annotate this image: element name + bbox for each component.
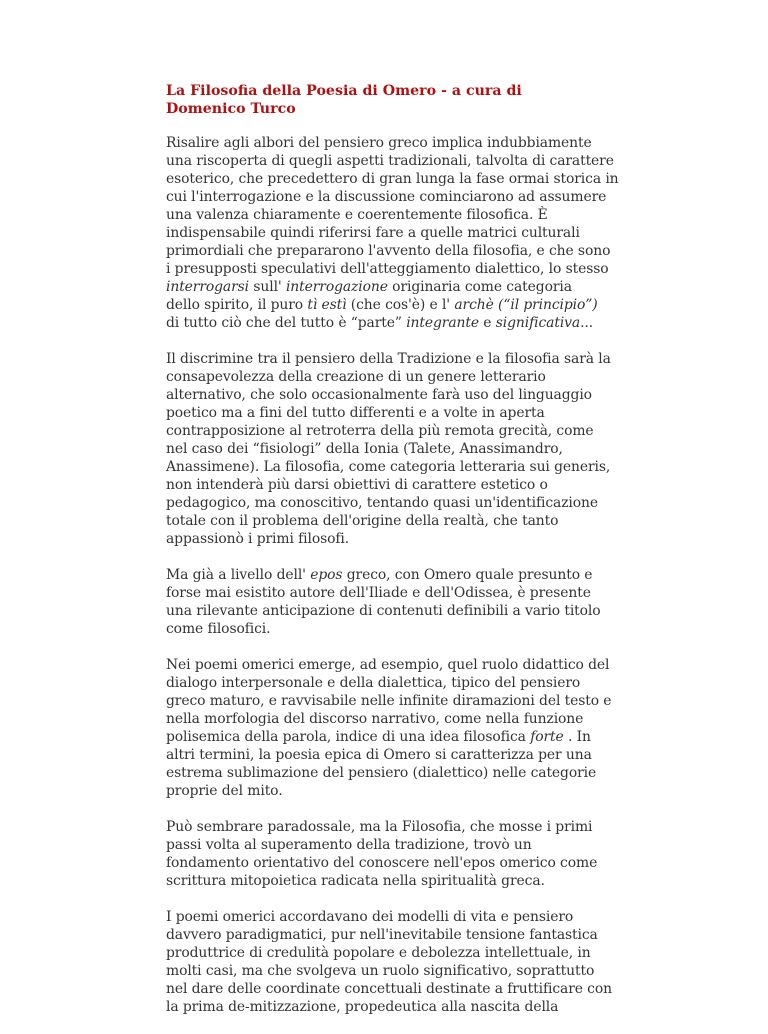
text-segment: pedagogico, ma conoscitivo, tentando quasi un'identificazione — [166, 495, 598, 511]
text-line — [166, 386, 626, 404]
text-segment: altri termini, la poesia epica di Omero si caratterizza per una — [166, 747, 592, 763]
text-line — [166, 440, 626, 458]
text-segment: Anassimene). La filosofia, come categoria letteraria sui generis, — [166, 459, 611, 475]
text-segment: dialogo interpersonale e della dialettica, tipico del pensiero — [166, 675, 581, 691]
text-segment: poetico ma a fini del tutto differenti e a volte in aperta — [166, 405, 545, 421]
text-segment: estrema sublimazione del pensiero (dialettico) nelle categorie — [166, 765, 597, 781]
text-segment: i presupposti speculativi dell'atteggiamento dialettico, lo stesso — [166, 261, 609, 277]
document-page — [166, 82, 626, 1034]
text-line — [166, 206, 626, 224]
text-line — [166, 962, 626, 980]
italic-text: epos — [310, 567, 343, 583]
text-segment: produttrice di credulità popolare e debolezza intellettuale, in — [166, 945, 591, 961]
text-segment: non intenderà più darsi obiettivi di carattere estetico o — [166, 477, 548, 493]
paragraph — [166, 566, 626, 638]
text-segment: Può sembrare paradossale, ma la Filosofia, che mosse i primi — [166, 819, 593, 835]
text-line — [166, 512, 626, 530]
text-segment: una valenza chiaramente e coerentemente filosofica. È — [166, 207, 548, 223]
text-line — [166, 746, 626, 764]
text-line — [166, 152, 626, 170]
text-line — [166, 170, 626, 188]
text-segment: greco maturo, e ravvisabile nelle infinite diramazioni del testo e — [166, 693, 612, 709]
text-segment: forse mai esistito autore dell'Iliade e dell'Odissea, è presente — [166, 585, 591, 601]
text-segment: alternativo, che solo occasionalmente farà uso del linguaggio — [166, 387, 592, 403]
text-segment: . In — [563, 729, 591, 745]
italic-text: forte — [530, 729, 564, 745]
text-line — [166, 404, 626, 422]
text-line — [166, 260, 626, 278]
text-segment: nella morfologia del discorso narrativo, come nella funzione — [166, 711, 584, 727]
text-line — [166, 764, 626, 782]
text-segment: polisemica della parola, indice di una idea filosofica — [166, 729, 531, 745]
text-segment: molti casi, ma che svolgeva un ruolo significativo, soprattutto — [166, 963, 595, 979]
text-line — [166, 836, 626, 854]
text-segment: nel caso dei “fisiologi” della Ionia (Talete, Anassimandro, — [166, 441, 563, 457]
text-line — [166, 692, 626, 710]
text-segment: indispensabile quindi riferirsi fare a quelle matrici culturali — [166, 225, 580, 241]
paragraph — [166, 134, 626, 332]
article-body — [166, 134, 626, 1016]
text-line — [166, 566, 626, 584]
text-line — [166, 584, 626, 602]
text-line — [166, 350, 626, 368]
text-segment: di tutto ciò che del tutto è “parte” — [166, 315, 407, 331]
text-segment: una riscoperta di quegli aspetti tradizionali, talvolta di carattere — [166, 153, 614, 169]
text-line — [166, 656, 626, 674]
text-segment: contrapposizione al retroterra della più remota grecità, come — [166, 423, 594, 439]
italic-text: interrogarsi — [166, 279, 250, 295]
text-line — [166, 620, 626, 638]
text-segment: (che cos'è) e l' — [346, 297, 455, 313]
article-title — [166, 82, 626, 118]
text-segment: originaria come categoria — [387, 279, 572, 295]
text-line — [166, 296, 626, 314]
text-line — [166, 188, 626, 206]
text-segment: nel dare delle coordinate concettuali destinate a fruttificare con — [166, 981, 612, 997]
text-segment: fondamento orientativo del conoscere nell'epos omerico come — [166, 855, 598, 871]
text-segment: come filosofici. — [166, 621, 271, 637]
text-line — [166, 944, 626, 962]
text-segment: davvero paradigmatici, pur nell'inevitabile tensione fantastica — [166, 927, 598, 943]
text-segment: totale con il problema dell'origine della realtà, che tanto — [166, 513, 559, 529]
text-segment: passi volta al superamento della tradizione, trovò un — [166, 837, 532, 853]
paragraph — [166, 656, 626, 800]
text-segment: I poemi omerici accordavano dei modelli di vita e pensiero — [166, 909, 574, 925]
text-segment: la prima de-mitizzazione, propedeutica alla nascita della — [166, 999, 559, 1015]
text-segment: ... — [580, 315, 594, 331]
text-segment: consapevolezza della creazione di un genere letterario — [166, 369, 546, 385]
text-line — [166, 818, 626, 836]
paragraph — [166, 818, 626, 890]
paragraph — [166, 350, 626, 548]
italic-text: integrante — [406, 315, 479, 331]
text-segment: una rilevante anticipazione di contenuti definibili a vario titolo — [166, 603, 601, 619]
text-line — [166, 854, 626, 872]
title-line: Domenico Turco — [166, 101, 296, 117]
text-line — [166, 926, 626, 944]
text-line — [166, 908, 626, 926]
text-segment: appassionò i primi filosofi. — [166, 531, 350, 547]
text-segment: primordiali che prepararono l'avvento della filosofia, e che sono — [166, 243, 611, 259]
text-line — [166, 368, 626, 386]
text-line — [166, 422, 626, 440]
text-segment: esoterico, che precedettero di gran lunga la fase ormai storica in — [166, 171, 619, 187]
italic-text: tì estì — [307, 297, 347, 313]
text-line — [166, 224, 626, 242]
text-line — [166, 872, 626, 890]
text-segment: e — [478, 315, 496, 331]
text-segment: Risalire agli albori del pensiero greco implica indubbiamente — [166, 135, 592, 151]
text-line — [166, 476, 626, 494]
text-line — [166, 980, 626, 998]
text-line — [166, 728, 626, 746]
text-segment: greco, con Omero quale presunto e — [342, 567, 593, 583]
text-segment: proprie del mito. — [166, 783, 283, 799]
text-line — [166, 602, 626, 620]
text-line — [166, 314, 626, 332]
paragraph — [166, 908, 626, 1016]
text-line — [166, 242, 626, 260]
text-line — [166, 458, 626, 476]
text-line — [166, 530, 626, 548]
italic-text: significativa — [495, 315, 581, 331]
text-segment: sull' — [249, 279, 286, 295]
text-segment: cui l'interrogazione e la discussione cominciarono ad assumere — [166, 189, 607, 205]
text-segment: Nei poemi omerici emerge, ad esempio, quel ruolo didattico del — [166, 657, 610, 673]
text-segment: dello spirito, il puro — [166, 297, 308, 313]
text-line — [166, 134, 626, 152]
text-line — [166, 278, 626, 296]
italic-text: interrogazione — [285, 279, 388, 295]
text-line — [166, 782, 626, 800]
italic-text: archè (“il principio”) — [454, 297, 598, 313]
text-line — [166, 674, 626, 692]
text-line — [166, 494, 626, 512]
text-segment: scrittura mitopoietica radicata nella spiritualità greca. — [166, 873, 545, 889]
text-line — [166, 710, 626, 728]
text-segment: Il discrimine tra il pensiero della Tradizione e la filosofia sarà la — [166, 351, 611, 367]
text-line — [166, 998, 626, 1016]
text-segment: Ma già a livello dell' — [166, 567, 311, 583]
title-line: La Filosofia della Poesia di Omero - a cura di — [166, 83, 522, 99]
